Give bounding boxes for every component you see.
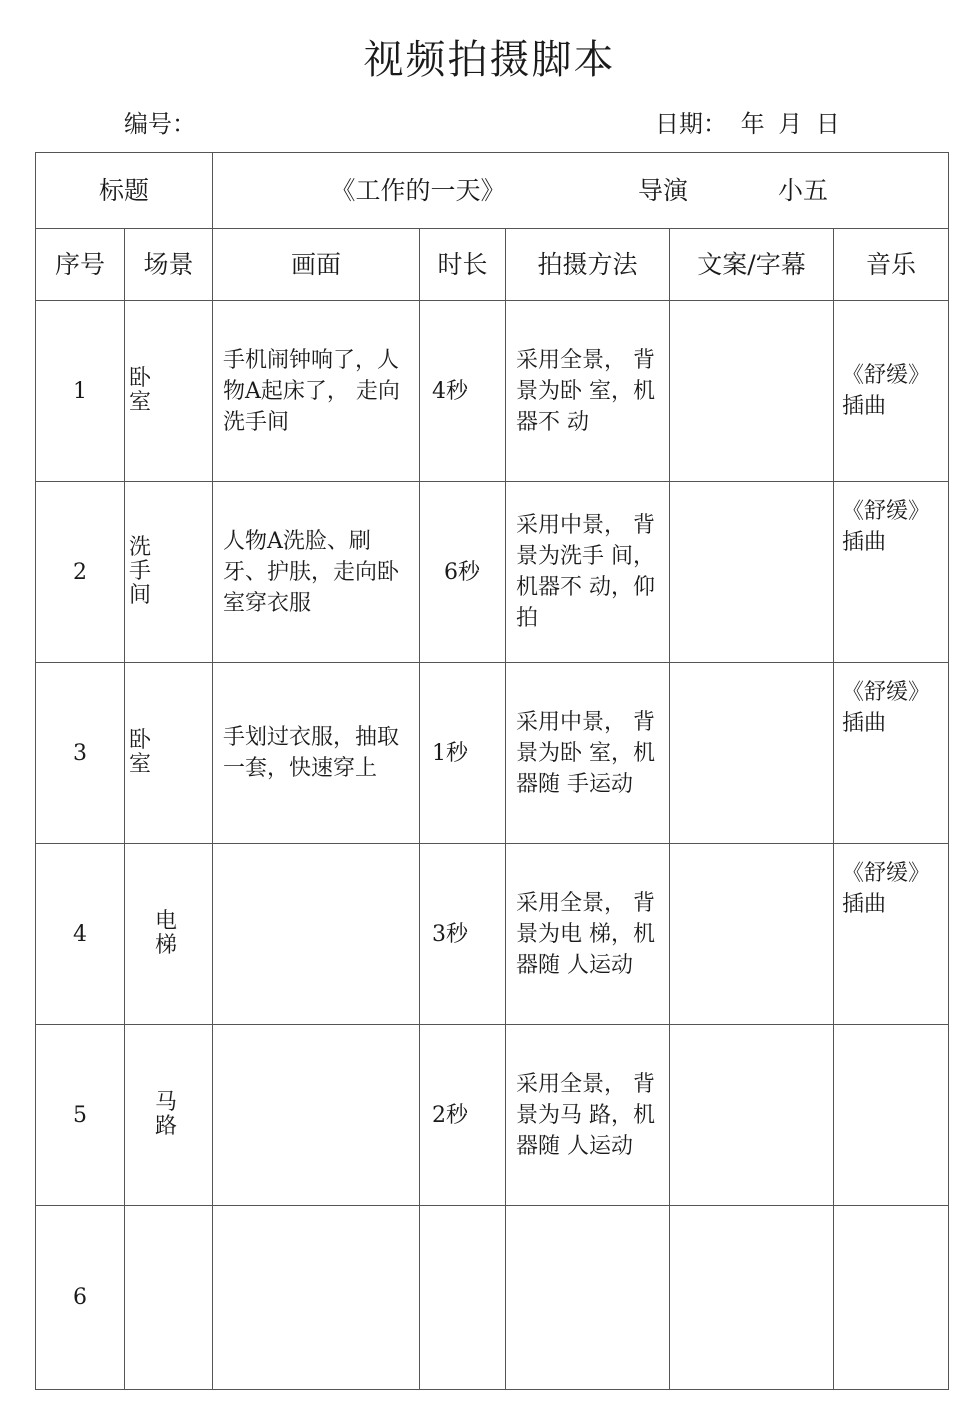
header-music: 音乐 [834, 229, 949, 301]
row-number: 4 [36, 844, 125, 1025]
director-label: 导演 [638, 176, 689, 205]
row-number: 6 [36, 1206, 125, 1390]
row-picture [213, 1025, 420, 1206]
scene-text: 马路 [155, 1090, 178, 1139]
row-picture: 手划过衣服，抽取一套，快速穿上 [213, 663, 420, 844]
title-label-cell [36, 153, 213, 229]
row-number: 2 [36, 482, 125, 663]
row-music: 《舒缓》插曲 [834, 663, 949, 844]
header-duration: 时长 [420, 229, 506, 301]
script-table [35, 152, 949, 1390]
row-number: 5 [36, 1025, 125, 1206]
row-music: 《舒缓》插曲 [834, 482, 949, 663]
header-scene: 场景 [125, 229, 213, 301]
title-value-cell [213, 153, 949, 229]
row-number: 1 [36, 301, 125, 482]
header-number: 序号 [36, 229, 125, 301]
row-copy [670, 482, 834, 663]
scene-text: 洗手间 [129, 535, 152, 608]
row-duration: 4秒 [420, 301, 506, 482]
row-picture [213, 1206, 420, 1390]
row-copy [670, 1206, 834, 1390]
table-row [36, 663, 949, 844]
scene-text: 卧室 [129, 728, 152, 777]
title-label: 标题 [99, 176, 150, 205]
header-copy: 文案/字幕 [670, 229, 834, 301]
row-scene [125, 1025, 213, 1206]
table-row [36, 482, 949, 663]
row-copy [670, 301, 834, 482]
title-row [36, 153, 949, 229]
row-music: 《舒缓》插曲 [834, 844, 949, 1025]
row-duration: 3秒 [420, 844, 506, 1025]
date-label: 日期： 年 月 日 [655, 110, 840, 138]
row-scene [125, 301, 213, 482]
table-row [36, 844, 949, 1025]
row-duration: 2秒 [420, 1025, 506, 1206]
row-picture [213, 844, 420, 1025]
row-method: 采用全景， 背景为卧 室，机器不 动 [506, 301, 670, 482]
row-duration: 1秒 [420, 663, 506, 844]
row-music [834, 1025, 949, 1206]
row-music: 《舒缓》插曲 [834, 301, 949, 482]
table-row [36, 1206, 949, 1390]
row-picture: 手机闹钟响了，人物A起床了， 走向洗手间 [213, 301, 420, 482]
scene-text: 卧室 [129, 366, 152, 415]
table-row [36, 1025, 949, 1206]
number-label: 编号： [124, 110, 196, 138]
row-method: 采用全景， 背景为马 路，机器随 人运动 [506, 1025, 670, 1206]
row-scene [125, 663, 213, 844]
header-method: 拍摄方法 [506, 229, 670, 301]
row-number: 3 [36, 663, 125, 844]
document-title: 视频拍摄脚本 [363, 37, 616, 83]
row-duration [420, 1206, 506, 1390]
row-duration: 6秒 [420, 482, 506, 663]
row-method: 采用中景， 背景为洗手 间，机器不 动，仰拍 [506, 482, 670, 663]
row-scene [125, 1206, 213, 1390]
row-method [506, 1206, 670, 1390]
table-row [36, 301, 949, 482]
row-scene [125, 844, 213, 1025]
video-title: 《工作的一天》 [330, 176, 506, 205]
scene-text: 电梯 [155, 909, 178, 958]
row-copy [670, 844, 834, 1025]
row-copy [670, 663, 834, 844]
row-method: 采用全景， 背景为电 梯，机器随 人运动 [506, 844, 670, 1025]
header-picture: 画面 [213, 229, 420, 301]
director-name: 小五 [778, 176, 829, 205]
row-method: 采用中景， 背景为卧 室，机器随 手运动 [506, 663, 670, 844]
row-scene [125, 482, 213, 663]
row-music [834, 1206, 949, 1390]
row-copy [670, 1025, 834, 1206]
row-picture: 人物A洗脸、刷牙、护肤，走向卧室穿衣服 [213, 482, 420, 663]
header-row [36, 229, 949, 301]
